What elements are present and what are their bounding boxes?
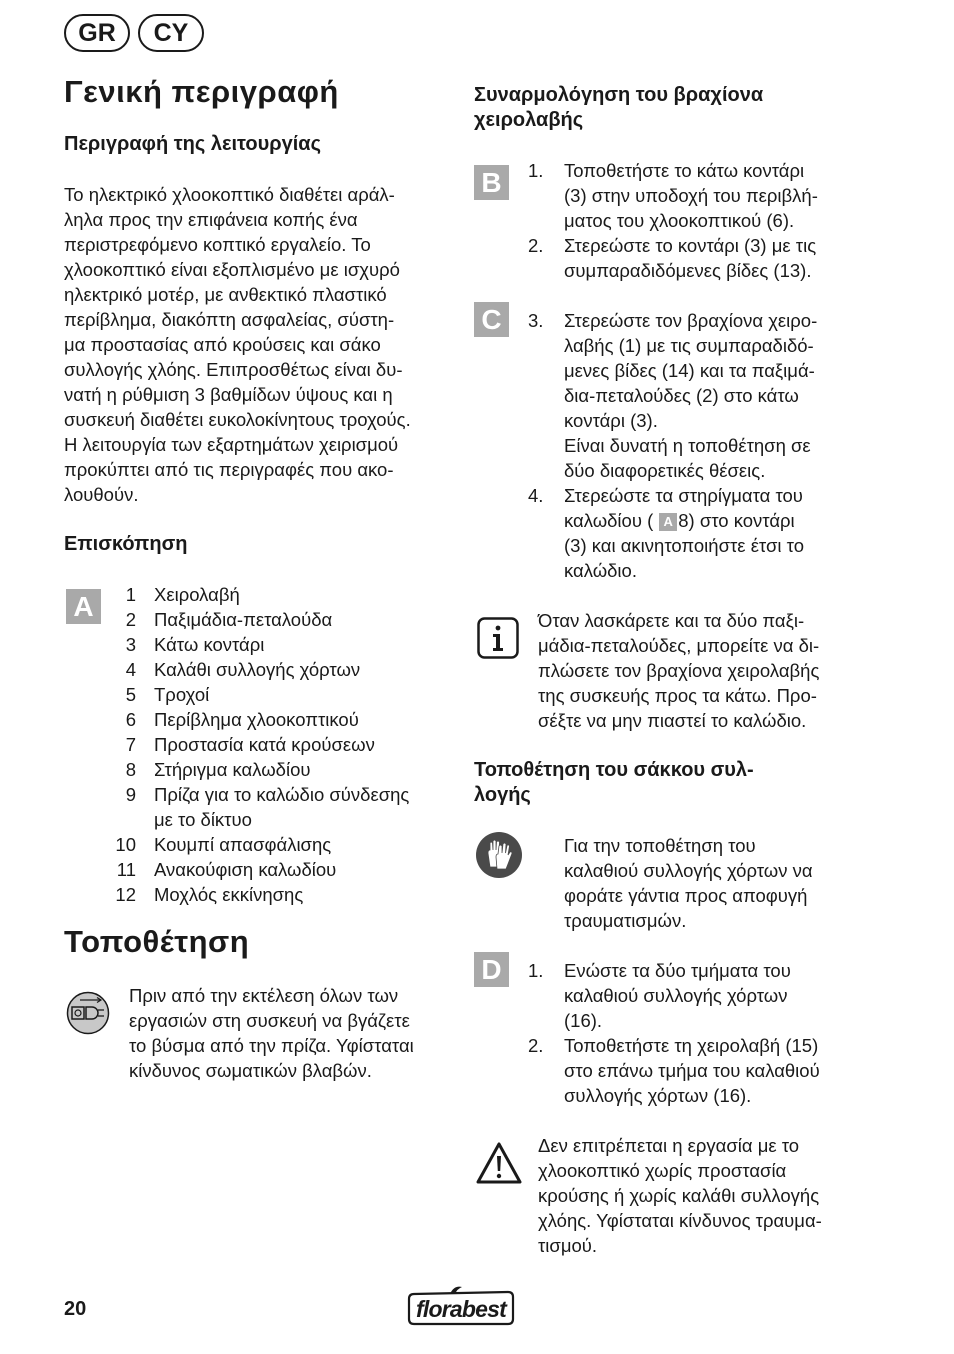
list-item: 4 Καλάθι συλλογής χόρτων (125, 659, 361, 680)
info-note: Όταν λασκάρετε και τα δύο παξι- μάδια-πεταλούδες, μπορείτε να δι- πλώσετε τον βραχίονα χειρολαβής της συσκευής προς τα κάτω. Προ- σέξτε να μην πιαστεί το καλώδιο. (538, 610, 820, 731)
list-item: 1 Χειρολαβή (125, 584, 240, 605)
step-item: 1. Τοποθετήστε το κάτω κοντάρι (3) στην υποδοχή του περιβλή- ματος του χλοοκοπτικού (6). (528, 160, 818, 231)
list-item: 5 Τροχοί (125, 684, 210, 705)
page-number: 20 (64, 1298, 87, 1320)
heading-bag-installation: Τοποθέτηση του σάκκου συλ- λογής (474, 759, 754, 806)
lang-badge-gr: GR (64, 14, 130, 52)
list-item: 3 Κάτω κοντάρι (125, 634, 265, 655)
unplug-icon (66, 991, 110, 1035)
warning-icon (475, 1141, 523, 1185)
section-title-installation: Τοποθέτηση (64, 924, 250, 959)
step-item: 1. Ενώστε τα δύο τμήματα του καλαθιού συλλογής χόρτων (16). (528, 960, 791, 1031)
list-item: 11 Ανακούφιση καλωδίου (116, 859, 337, 880)
steps-b (474, 158, 894, 288)
figure-label-c: C (474, 302, 509, 337)
list-item: 7 Προστασία κατά κρούσεων (125, 734, 375, 755)
info-icon (477, 617, 519, 659)
overview-list (0, 582, 470, 912)
function-description: Το ηλεκτρικό χλοοκοπτικό διαθέτει αράλ- ληλα προς την επιφάνεια κοπής ένα περιστρεφόμενο κοπτικό εργαλείο. Το χλοοκοπτικό είναι εξοπλισμένο με ισχυρό ηλεκτρικό μοτέρ, με ανθεκτικό πλαστικό περίβλημα, διακόπτη ασφαλείας, σύστη- μα προστασίας από κρούσεις και σάκο συλλογής χλόης. Επιπροσθέτως είναι δυ- νατή η ρύθμιση 3 βαθμίδων ύψους και η συσκευή διαθέτει ευκολοκίνητους τροχούς. Η λειτουργία των εξαρτημάτων χειρισμού προκύπτει από τις περιγραφές που ακο- λουθούν. (64, 184, 411, 505)
list-item: 8 Στήριγμα καλωδίου (125, 759, 311, 780)
figure-ref-a: A (659, 513, 677, 531)
warning-note: Δεν επιτρέπεται η εργασία με το χλοοκοπτικό χωρίς προστασία κρούσης ή χωρίς καλάθι συλλογής χλόης. Υφίσταται κίνδυνος τραυμα- τισμού. (538, 1135, 822, 1256)
gloves-note: Για την τοποθέτηση του καλαθιού συλλογής χόρτων να φοράτε γάντια προς αποφυγή τραυματισμών. (564, 835, 813, 931)
step-item: 3. Στερεώστε τον βραχίονα χειρο- λαβής (1) με τις συμπαραδιδό- μενες βίδες (14) και τα παξιμά- δια-πεταλούδες (2) στο κάτω κοντάρι (3). Είναι δυνατή η τοποθέτηση σε δύο διαφορετικές θέσεις. (528, 310, 818, 481)
steps-c (474, 308, 894, 588)
brand-logo (406, 1283, 516, 1327)
list-item: 10 Κουμπί απασφάλισης (115, 834, 332, 855)
gloves-icon (475, 831, 523, 879)
list-item: 9 Πρίζα για το καλώδιο σύνδεσης με το δίκτυο (125, 784, 410, 830)
figure-label-a: A (66, 589, 101, 624)
list-item: 2 Παξιμάδια-πεταλούδα (125, 609, 333, 630)
step-item: 4. Στερεώστε τα στηρίγματα του καλωδίου ( A 8) στο κοντάρι (3) και ακινητοποιήστε έτσι το καλώδιο. (528, 485, 804, 581)
heading-overview: Επισκόπηση (64, 533, 188, 555)
step-item: 2. Στερεώστε το κοντάρι (3) με τις συμπαραδιδόμενες βίδες (13). (528, 235, 817, 281)
steps-d (474, 958, 894, 1113)
figure-label-b: B (474, 165, 509, 200)
brand-name: florabest (416, 1296, 506, 1322)
list-item: 6 Περίβλημα χλοοκοπτικού (125, 709, 359, 730)
step-item: 2. Τοποθετήστε τη χειρολαβή (15) στο επάνω τμήμα του καλαθιού συλλογής χόρτων (16). (528, 1035, 820, 1106)
unplug-note: Πριν από την εκτέλεση όλων των εργασιών στη συσκευή να βγάζετε το βύσμα από την πρίζα. Υφίσταται κίνδυνος σωματικών βλαβών. (129, 985, 414, 1081)
lang-badge-cy: CY (138, 14, 204, 52)
list-item: 12 Μοχλός εκκίνησης (115, 884, 304, 905)
heading-function: Περιγραφή της λειτουργίας (64, 133, 321, 155)
heading-handle-assembly: Συναρμολόγηση του βραχίονα χειρολαβής (474, 84, 764, 131)
figure-label-d: D (474, 952, 509, 987)
section-title-general: Γενική περιγραφή (64, 74, 339, 109)
